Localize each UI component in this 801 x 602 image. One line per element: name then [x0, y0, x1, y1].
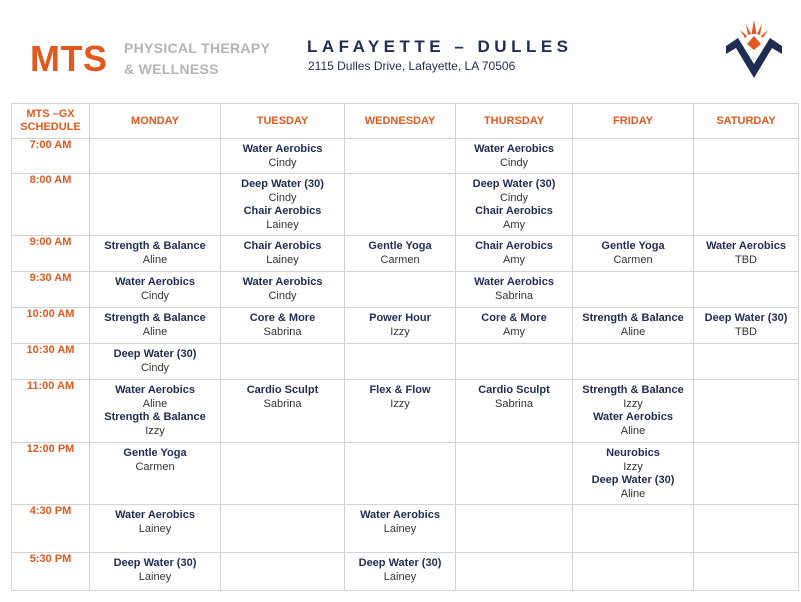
location-address: 2115 Dulles Drive, Lafayette, LA 70506 [308, 59, 516, 73]
schedule-cell [345, 236, 456, 272]
schedule-cell [90, 236, 221, 272]
schedule-cell [90, 380, 221, 443]
instructor-name: Izzy [390, 325, 410, 338]
class-name: Water Aerobics [115, 276, 195, 288]
schedule-cell [345, 174, 456, 236]
location-title: LAFAYETTE – DULLES [307, 37, 573, 56]
schedule-cell [573, 236, 694, 272]
time-slot-label: 7:00 AM [12, 139, 90, 174]
class-name: Water Aerobics [706, 240, 786, 252]
instructor-name: Izzy [623, 397, 643, 410]
class-name: Deep Water (30) [591, 474, 675, 486]
schedule-cell [221, 139, 345, 174]
schedule-cell [221, 272, 345, 308]
schedule-row [12, 505, 799, 553]
schedule-row [12, 344, 799, 380]
schedule-corner-label [12, 104, 90, 139]
instructor-name: Aline [142, 253, 168, 266]
schedule-cell [221, 344, 345, 380]
brand-logo-text: MTS [30, 38, 108, 79]
instructor-name: Amy [503, 253, 525, 266]
schedule-cell [345, 344, 456, 380]
schedule-cell [694, 553, 799, 591]
class-name: Water Aerobics [593, 411, 673, 423]
instructor-name: Sabrina [495, 289, 533, 302]
schedule-cell [694, 236, 799, 272]
corner-line-2: SCHEDULE [20, 121, 81, 133]
class-name: Chair Aerobics [475, 240, 553, 252]
class-name: Deep Water (30) [113, 348, 197, 360]
time-slot-label: 12:00 PM [12, 443, 90, 505]
schedule-row [12, 308, 799, 344]
instructor-name: Lainey [266, 218, 299, 231]
schedule-cell [90, 443, 221, 505]
schedule-cell [694, 505, 799, 553]
corner-line-1: MTS –GX [26, 108, 75, 120]
class-name: Cardio Sculpt [478, 384, 550, 396]
class-name: Deep Water (30) [704, 312, 788, 324]
schedule-cell [694, 174, 799, 236]
schedule-cell [694, 139, 799, 174]
time-slot-label: 11:00 AM [12, 380, 90, 443]
schedule-row [12, 272, 799, 308]
instructor-name: Izzy [390, 397, 410, 410]
schedule-cell [90, 174, 221, 236]
schedule-cell [456, 236, 573, 272]
schedule-cell [90, 272, 221, 308]
schedule-cell [221, 236, 345, 272]
schedule-cell [456, 174, 573, 236]
schedule-cell [345, 443, 456, 505]
schedule-cell [90, 344, 221, 380]
schedule-cell [456, 308, 573, 344]
instructor-name: Cindy [140, 361, 170, 374]
time-slot-label: 9:00 AM [12, 236, 90, 272]
class-name: Water Aerobics [474, 276, 554, 288]
schedule-cell [345, 272, 456, 308]
instructor-name: Aline [620, 325, 646, 338]
class-name: Strength & Balance [104, 240, 206, 252]
schedule-cell [456, 553, 573, 591]
class-name: Strength & Balance [104, 411, 206, 423]
schedule-cell [345, 553, 456, 591]
schedule-cell [573, 174, 694, 236]
schedule-table [11, 103, 799, 591]
schedule-cell [90, 308, 221, 344]
schedule-cell [221, 553, 345, 591]
schedule-cell [456, 139, 573, 174]
instructor-name: Cindy [268, 289, 297, 302]
class-name: Water Aerobics [115, 384, 195, 396]
schedule-cell [221, 380, 345, 443]
schedule-cell [456, 505, 573, 553]
instructor-name: TBD [735, 253, 757, 266]
class-name: Chair Aerobics [243, 205, 322, 217]
schedule-cell [456, 443, 573, 505]
day-header: SATURDAY [694, 104, 799, 139]
class-name: Strength & Balance [104, 312, 206, 324]
tagline-line-1: PHYSICAL THERAPY [124, 40, 271, 56]
class-name: Water Aerobics [360, 509, 440, 521]
schedule-cell [694, 308, 799, 344]
tagline-line-2: & WELLNESS [124, 61, 219, 77]
schedule-cell [573, 505, 694, 553]
schedule-cell [456, 272, 573, 308]
schedule-cell [90, 505, 221, 553]
instructor-name: Cindy [499, 156, 529, 169]
class-name: Power Hour [369, 312, 431, 324]
instructor-name: Sabrina [263, 397, 302, 410]
schedule-cell [573, 443, 694, 505]
instructor-name: Cindy [268, 156, 297, 169]
time-slot-label: 10:00 AM [12, 308, 90, 344]
class-name: Chair Aerobics [243, 240, 322, 252]
schedule-cell [573, 553, 694, 591]
schedule-cell [573, 344, 694, 380]
class-name: Deep Water (30) [113, 557, 197, 569]
class-name: Core & More [481, 312, 547, 324]
schedule-cell [573, 380, 694, 443]
schedule-cell [694, 443, 799, 505]
schedule-row [12, 380, 799, 443]
schedule-row [12, 443, 799, 505]
page-header [0, 0, 801, 100]
class-name: Water Aerobics [474, 143, 554, 155]
instructor-name: Aline [142, 325, 168, 338]
schedule-cell [345, 139, 456, 174]
instructor-name: TBD [735, 325, 757, 338]
instructor-name: Amy [503, 218, 525, 231]
schedule-cell [345, 380, 456, 443]
mts-chevron-logo-icon [724, 18, 784, 82]
time-slot-label: 8:00 AM [12, 174, 90, 236]
instructor-name: Sabrina [263, 325, 302, 338]
schedule-cell [573, 139, 694, 174]
instructor-name: Cindy [499, 191, 529, 204]
class-name: Water Aerobics [242, 143, 323, 155]
class-name: Strength & Balance [582, 384, 684, 396]
schedule-cell [694, 272, 799, 308]
schedule-cell [456, 344, 573, 380]
instructor-name: Izzy [623, 460, 643, 473]
schedule-row [12, 139, 799, 174]
schedule-cell [221, 443, 345, 505]
instructor-name: Amy [503, 325, 525, 338]
day-header: WEDNESDAY [345, 104, 456, 139]
schedule-cell [345, 505, 456, 553]
schedule-cell [573, 272, 694, 308]
class-name: Deep Water (30) [472, 178, 556, 190]
instructor-name: Lainey [138, 570, 172, 583]
day-header: THURSDAY [456, 104, 573, 139]
instructor-name: Carmen [380, 253, 420, 266]
schedule-cell [456, 380, 573, 443]
schedule-cell [694, 344, 799, 380]
schedule-header-row [12, 104, 799, 139]
class-name: Deep Water (30) [241, 178, 324, 190]
schedule-cell [694, 380, 799, 443]
schedule-row [12, 553, 799, 591]
day-header: TUESDAY [221, 104, 345, 139]
schedule-cell [221, 174, 345, 236]
class-name: Core & More [249, 312, 316, 324]
schedule-cell [221, 505, 345, 553]
instructor-name: Lainey [138, 522, 172, 535]
class-name: Chair Aerobics [475, 205, 553, 217]
instructor-name: Cindy [140, 289, 170, 302]
time-slot-label: 9:30 AM [12, 272, 90, 308]
class-name: Neurobics [606, 447, 660, 459]
day-header: FRIDAY [573, 104, 694, 139]
schedule-cell [573, 308, 694, 344]
schedule-cell [90, 139, 221, 174]
instructor-name: Izzy [145, 424, 165, 437]
class-name: Gentle Yoga [123, 447, 187, 459]
schedule-row [12, 174, 799, 236]
instructor-name: Lainey [383, 570, 417, 583]
schedule-row [12, 236, 799, 272]
time-slot-label: 4:30 PM [12, 505, 90, 553]
instructor-name: Aline [142, 397, 168, 410]
schedule-cell [221, 308, 345, 344]
instructor-name: Sabrina [495, 397, 533, 410]
class-name: Flex & Flow [369, 384, 431, 396]
day-header: MONDAY [90, 104, 221, 139]
class-name: Cardio Sculpt [246, 384, 319, 396]
class-name: Strength & Balance [582, 312, 684, 324]
instructor-name: Aline [620, 487, 646, 500]
class-name: Gentle Yoga [601, 240, 665, 252]
class-name: Water Aerobics [242, 276, 323, 288]
schedule-cell [90, 553, 221, 591]
instructor-name: Carmen [613, 253, 653, 266]
instructor-name: Carmen [135, 460, 175, 473]
instructor-name: Lainey [383, 522, 417, 535]
class-name: Gentle Yoga [368, 240, 432, 252]
schedule-cell [345, 308, 456, 344]
class-name: Water Aerobics [115, 509, 195, 521]
time-slot-label: 5:30 PM [12, 553, 90, 591]
instructor-name: Lainey [266, 253, 299, 266]
instructor-name: Cindy [268, 191, 297, 204]
time-slot-label: 10:30 AM [12, 344, 90, 380]
instructor-name: Aline [620, 424, 646, 437]
class-name: Deep Water (30) [358, 557, 442, 569]
